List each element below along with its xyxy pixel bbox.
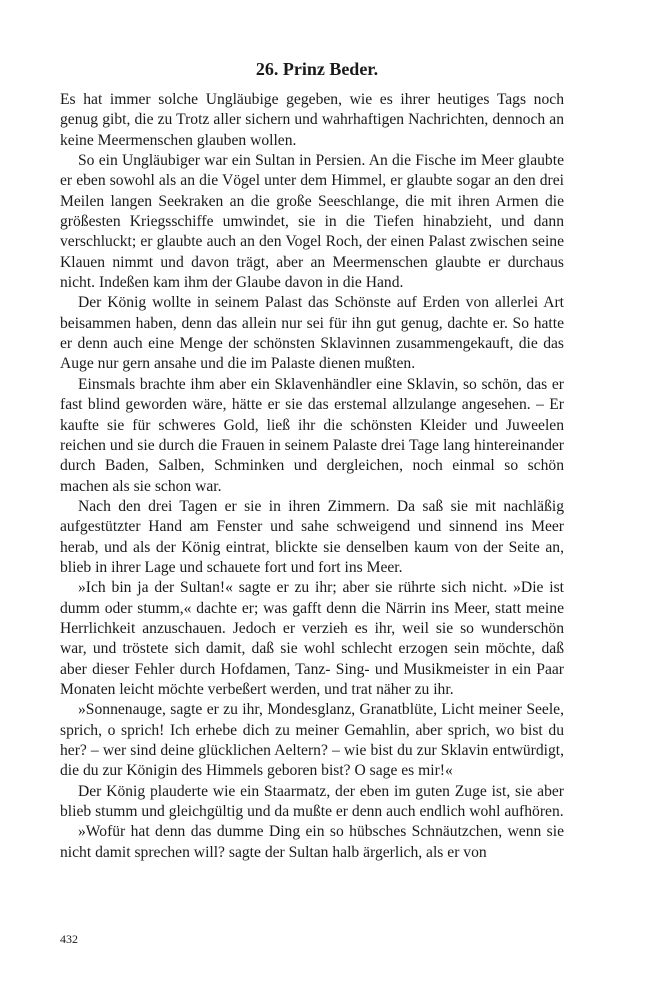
paragraph: Nach den drei Tagen er sie in ihren Zimmern. Da saß sie mit nachläßig aufgestützter Hand am Fenster und sahe schweigend und sinnend ins Meer herab, und als der König eintrat, blickte sie denselben kaum von der Seite an, blieb in ihrer Lage und schauete fort und fort ins Meer. (60, 497, 564, 576)
paragraph: So ein Ungläubiger war ein Sultan in Persien. An die Fische im Meer glaubte er eben sowohl als an die Vögel unter dem Himmel, er glaubte sogar an den drei Meilen langen Seekraken an die große Seeschlange, die mit ihren Armen die größesten Kriegsschiffe umwindet, sie in die Tiefen hinabzieht, und dann verschluckt; er glaubte auch an den Vogel Roch, der einen Palast zwischen seine Klauen nimmt und davon trägt, aber an Meermenschen glaubte er durchaus nicht. Indeßen kam ihm der Glaube davon in die Hand. (60, 152, 564, 292)
paragraph: »Ich bin ja der Sultan!« sagte er zu ihr; aber sie rührte sich nicht. »Die ist dumm oder stumm,« dachte er; was gafft denn die Närrin ins Meer, statt meine Herrlichkeit anzuschauen. Jedoch er verzieh es ihr, weil sie so wunderschön war, und tröstete sich damit, daß sie wohl schlecht erzogen sein möchte, daß aber dieser Fehler durch Hofdamen, Tanz- Sing- und Musikmeister in ein Paar Monaten leicht möchte verbeßert werden, und trat näher zu ihr. (60, 579, 564, 698)
page-content (60, 54, 564, 863)
paragraph: Es hat immer solche Ungläubige gegeben, wie es ihrer heutiges Tags noch genug gibt, die zu Trotz aller sichern und wahrhaftigen Nachrichten, dennoch an keine Meermenschen glauben wollen. (60, 91, 564, 149)
paragraph: »Wofür hat denn das dumme Ding ein so hübsches Schnäutzchen, wenn sie nicht damit sprechen will? sagte der Sultan halb ärgerlich, als er von (60, 823, 564, 861)
paragraph: »Sonnenauge, sagte er zu ihr, Mondesglanz, Granatblüte, Licht meiner Seele, sprich, o sprich! Ich erhebe dich zu meiner Gemahlin, aber sprich, wo bist du her? – wer sind deine glücklichen Aeltern? – wie bist du zur Sklavin entwürdigt, die du zur Königin des Himmels geboren bist? O sage es mir!« (60, 701, 564, 780)
page-number: 432 (60, 932, 78, 946)
body-text (60, 90, 564, 863)
chapter-title: 26. Prinz Beder. (255, 59, 379, 79)
paragraph: Der König plauderte wie ein Staarmatz, der eben im guten Zuge ist, sie aber blieb stumm und gleichgültig und da mußte er denn auch endlich wohl aufhören. (60, 782, 564, 821)
paragraph: Der König wollte in seinem Palast das Schönste auf Erden von allerlei Art beisammen haben, denn das allein nur sei für ihn gut genug, dachte er. So hatte er denn auch eine Menge der schönsten Sklavinnen zusammengekauft, die das Auge nur gern ansahe und die im Palaste dienen mußten. (60, 294, 564, 373)
paragraph: Einsmals brachte ihm aber ein Sklavenhändler eine Sklavin, so schön, das er fast blind geworden wäre, hätte er sie das erstemal allzulange angesehen. – Er kaufte sie für schweres Gold, ließ ihr die schönsten Kleider und Juweelen reichen und sie durch die Frauen in seinem Palaste drei Tage lang hintereinander durch Baden, Salben, Schminken und dergleichen, noch einmal so schön machen als sie schon war. (60, 375, 564, 495)
